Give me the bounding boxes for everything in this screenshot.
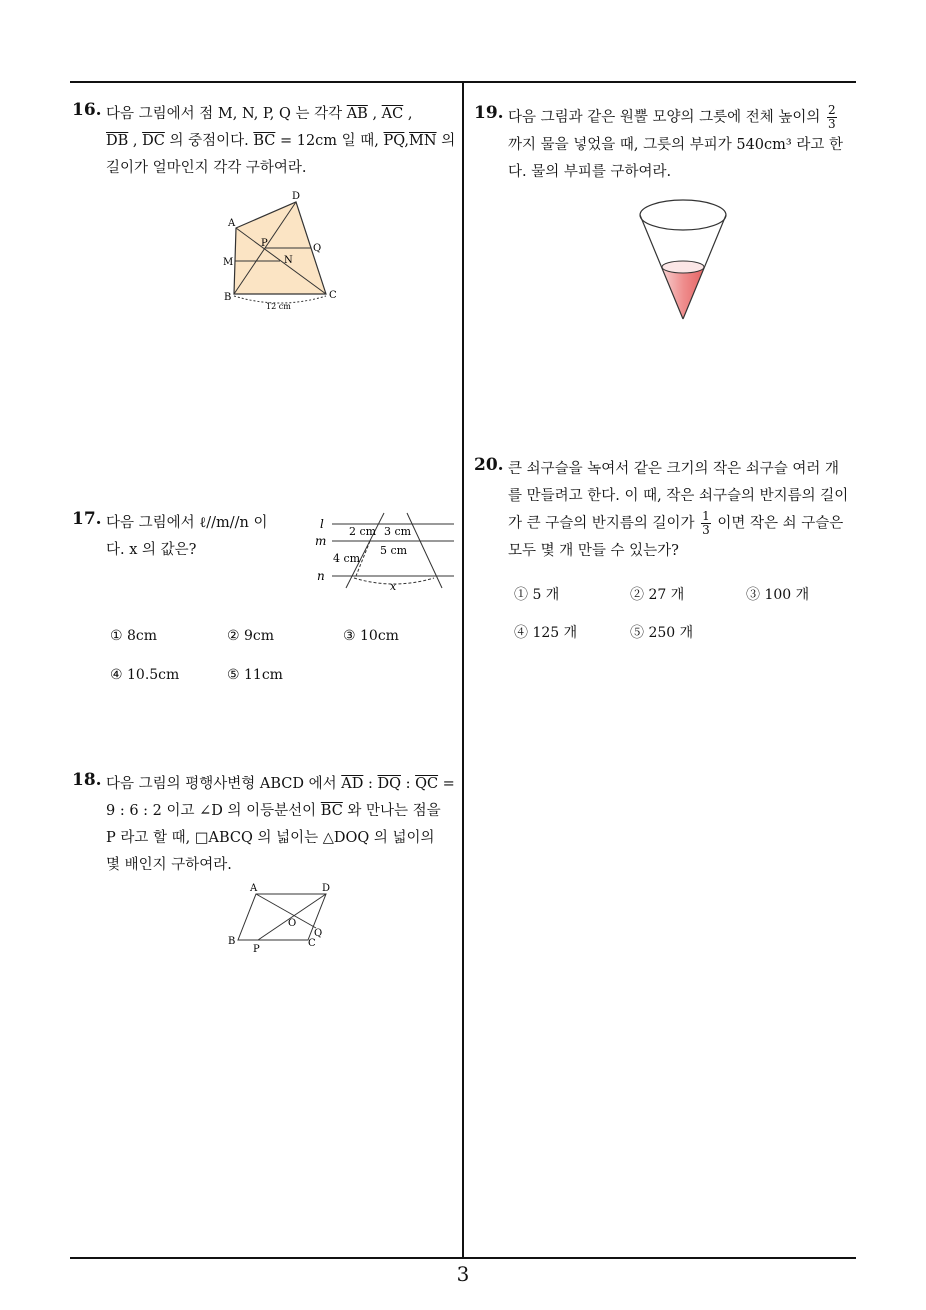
problem-18-figure [226, 880, 338, 956]
p17-line1: 다음 그림에서 ℓ//m//n 이 [106, 515, 268, 531]
problem-18-text: 다음 그림의 평행사변형 ABCD 에서 $\overline{AD}$ : $\overline{DQ}$ : $\overline{QC}$ = 9 : 6 : 2 이고 ∠D 의 이등분선이 $\overline{BC}$ 와 만나는 점을 P 라고 할 때, □ABCQ 의 넓이는 △DOQ 의 넓이의 몇 배인지 구하여라. [106, 771, 456, 879]
p18-line2a: 9 : 6 : 2 이고 ∠D 의 이등분선이 [106, 803, 317, 819]
p20-line1: 큰 쇠구슬을 녹여서 같은 크기의 작은 쇠구슬 여러 개 [508, 461, 840, 477]
problem-19-text [508, 104, 860, 186]
p20-line2: 를 만들려고 한다. 이 때, 작은 쇠구슬의 반지름의 길이 [508, 488, 849, 504]
seg-dq: $\overline{DQ}$ [377, 776, 401, 792]
fig18-label-o: O [288, 918, 297, 929]
problem-17-text [106, 510, 306, 564]
p16-rest-text: = 12cm 일 때, [279, 133, 379, 149]
p16-line1: 다음 그림에서 점 M, N, P, Q 는 각각 [106, 106, 343, 122]
p20-fraction: $\frac{1}{3}$ [702, 509, 710, 537]
fig16-label-c: C [329, 290, 337, 301]
fig16-label-a: A [228, 218, 236, 229]
problem-19-number: 19. [474, 103, 504, 123]
fig16-label-n: N [284, 255, 293, 266]
problem-16-figure [218, 188, 348, 313]
fig18-label-c: C [308, 938, 316, 949]
p17-choice-1: ① 8cm [110, 628, 158, 644]
p20-line3b: 이면 작은 쇠 구슬은 [717, 515, 844, 532]
page-number: 3 [456, 1262, 470, 1286]
fig18-label-d: D [322, 883, 331, 894]
fig17-label-x: x [390, 580, 397, 593]
problem-20-number: 20. [474, 455, 504, 475]
fig16-label-bc: 12 cm [266, 302, 291, 311]
fig17-label-2cm: 2 cm [349, 525, 377, 538]
fig16-label-q: Q [313, 243, 322, 254]
seg-ad: $\overline{AD}$ [341, 776, 364, 792]
column-divider [462, 81, 464, 1258]
p18-line4: 몇 배인지 구하여라. [106, 857, 232, 873]
p20-line4: 모두 몇 개 만들 수 있는가? [508, 542, 679, 559]
seg-db: $\overline{DB}$ [106, 133, 129, 149]
fig16-label-p: P [261, 238, 268, 249]
p16-end-text: 의 [441, 133, 456, 149]
seg-ac: $\overline{AC}$ [381, 106, 404, 122]
fig18-label-q: Q [314, 928, 323, 939]
seg-mn: $\overline{MN}$ [409, 133, 437, 149]
fig17-label-5cm: 5 cm [380, 544, 408, 557]
p17-line2: 다. x 의 값은? [106, 542, 197, 558]
seg-dc: $\overline{DC}$ [142, 133, 165, 149]
problem-17-number: 17. [72, 509, 102, 529]
problem-19-cone-figure [634, 193, 732, 323]
p17-choice-4: ④ 10.5cm [110, 667, 180, 683]
fig16-label-m: M [223, 257, 234, 268]
p18-line3: P 라고 할 때, □ABCQ 의 넓이는 △DOQ 의 넓이의 [106, 830, 435, 846]
fig18-label-p: P [253, 944, 260, 955]
p19-line1: 다음 그림과 같은 원뿔 모양의 그릇에 전체 높이의 [508, 109, 821, 126]
p20-choice-5: ⑤ 250 개 [630, 625, 694, 641]
fig16-label-b: B [224, 292, 232, 303]
seg-bc-18: $\overline{BC}$ [320, 803, 343, 819]
p17-choice-2: ② 9cm [227, 628, 275, 644]
p20-choice-4: ④ 125 개 [514, 625, 578, 641]
problem-20-text [508, 456, 860, 565]
fig17-label-n: n [317, 569, 325, 583]
fig18-label-b: B [228, 936, 236, 947]
seg-ab: $\overline{AB}$ [346, 106, 368, 122]
fig17-label-4cm: 4 cm [333, 552, 361, 565]
p19-line2: 까지 물을 넣었을 때, 그릇의 부피가 540cm³ 라고 한 [508, 136, 843, 153]
fig17-label-m: m [315, 534, 327, 548]
fig18-label-a: A [250, 883, 258, 894]
p20-line3a: 가 큰 구슬의 반지름의 길이가 [508, 515, 695, 532]
problem-16-text: 다음 그림에서 점 M, N, P, Q 는 각각 $\overline{AB}$ , $\overline{AC}$ , $\overline{DB}$ , $\overline{DC}$ 의 중점이다. $\overline{BC} = 12cm$ 일 때, $\overline{PQ},\overline{MN}$ 의 길이가 얼마인지 각각 구하여라. [106, 101, 456, 182]
p20-choice-1: ① 5 개 [514, 587, 560, 603]
fig17-label-l: l [320, 517, 324, 531]
p17-choice-3: ③ 10cm [343, 628, 399, 644]
problem-17-figure [312, 508, 458, 593]
problem-18-number: 18. [72, 770, 102, 790]
seg-qc: $\overline{QC}$ [415, 776, 439, 792]
seg-pq: $\overline{PQ}$ [383, 133, 405, 149]
p20-choice-3: ③ 100 개 [746, 587, 810, 603]
p20-choice-2: ② 27 개 [630, 587, 685, 603]
p16-line3: 길이가 얼마인지 각각 구하여라. [106, 160, 307, 176]
problem-16-number: 16. [72, 100, 102, 120]
fig16-label-d: D [292, 191, 301, 202]
p19-fraction: $\frac{2}{3}$ [828, 103, 836, 131]
seg-bc: $\overline{BC}$ [253, 133, 276, 149]
p16-mid-text: 의 중점이다. [169, 133, 249, 149]
p19-line3: 다. 물의 부피를 구하여라. [508, 163, 672, 180]
p18-line2b: 와 만나는 점을 [347, 803, 441, 819]
fig17-label-3cm: 3 cm [384, 525, 412, 538]
p18-line1: 다음 그림의 평행사변형 ABCD 에서 [106, 776, 337, 792]
p17-choice-5: ⑤ 11cm [227, 667, 283, 683]
